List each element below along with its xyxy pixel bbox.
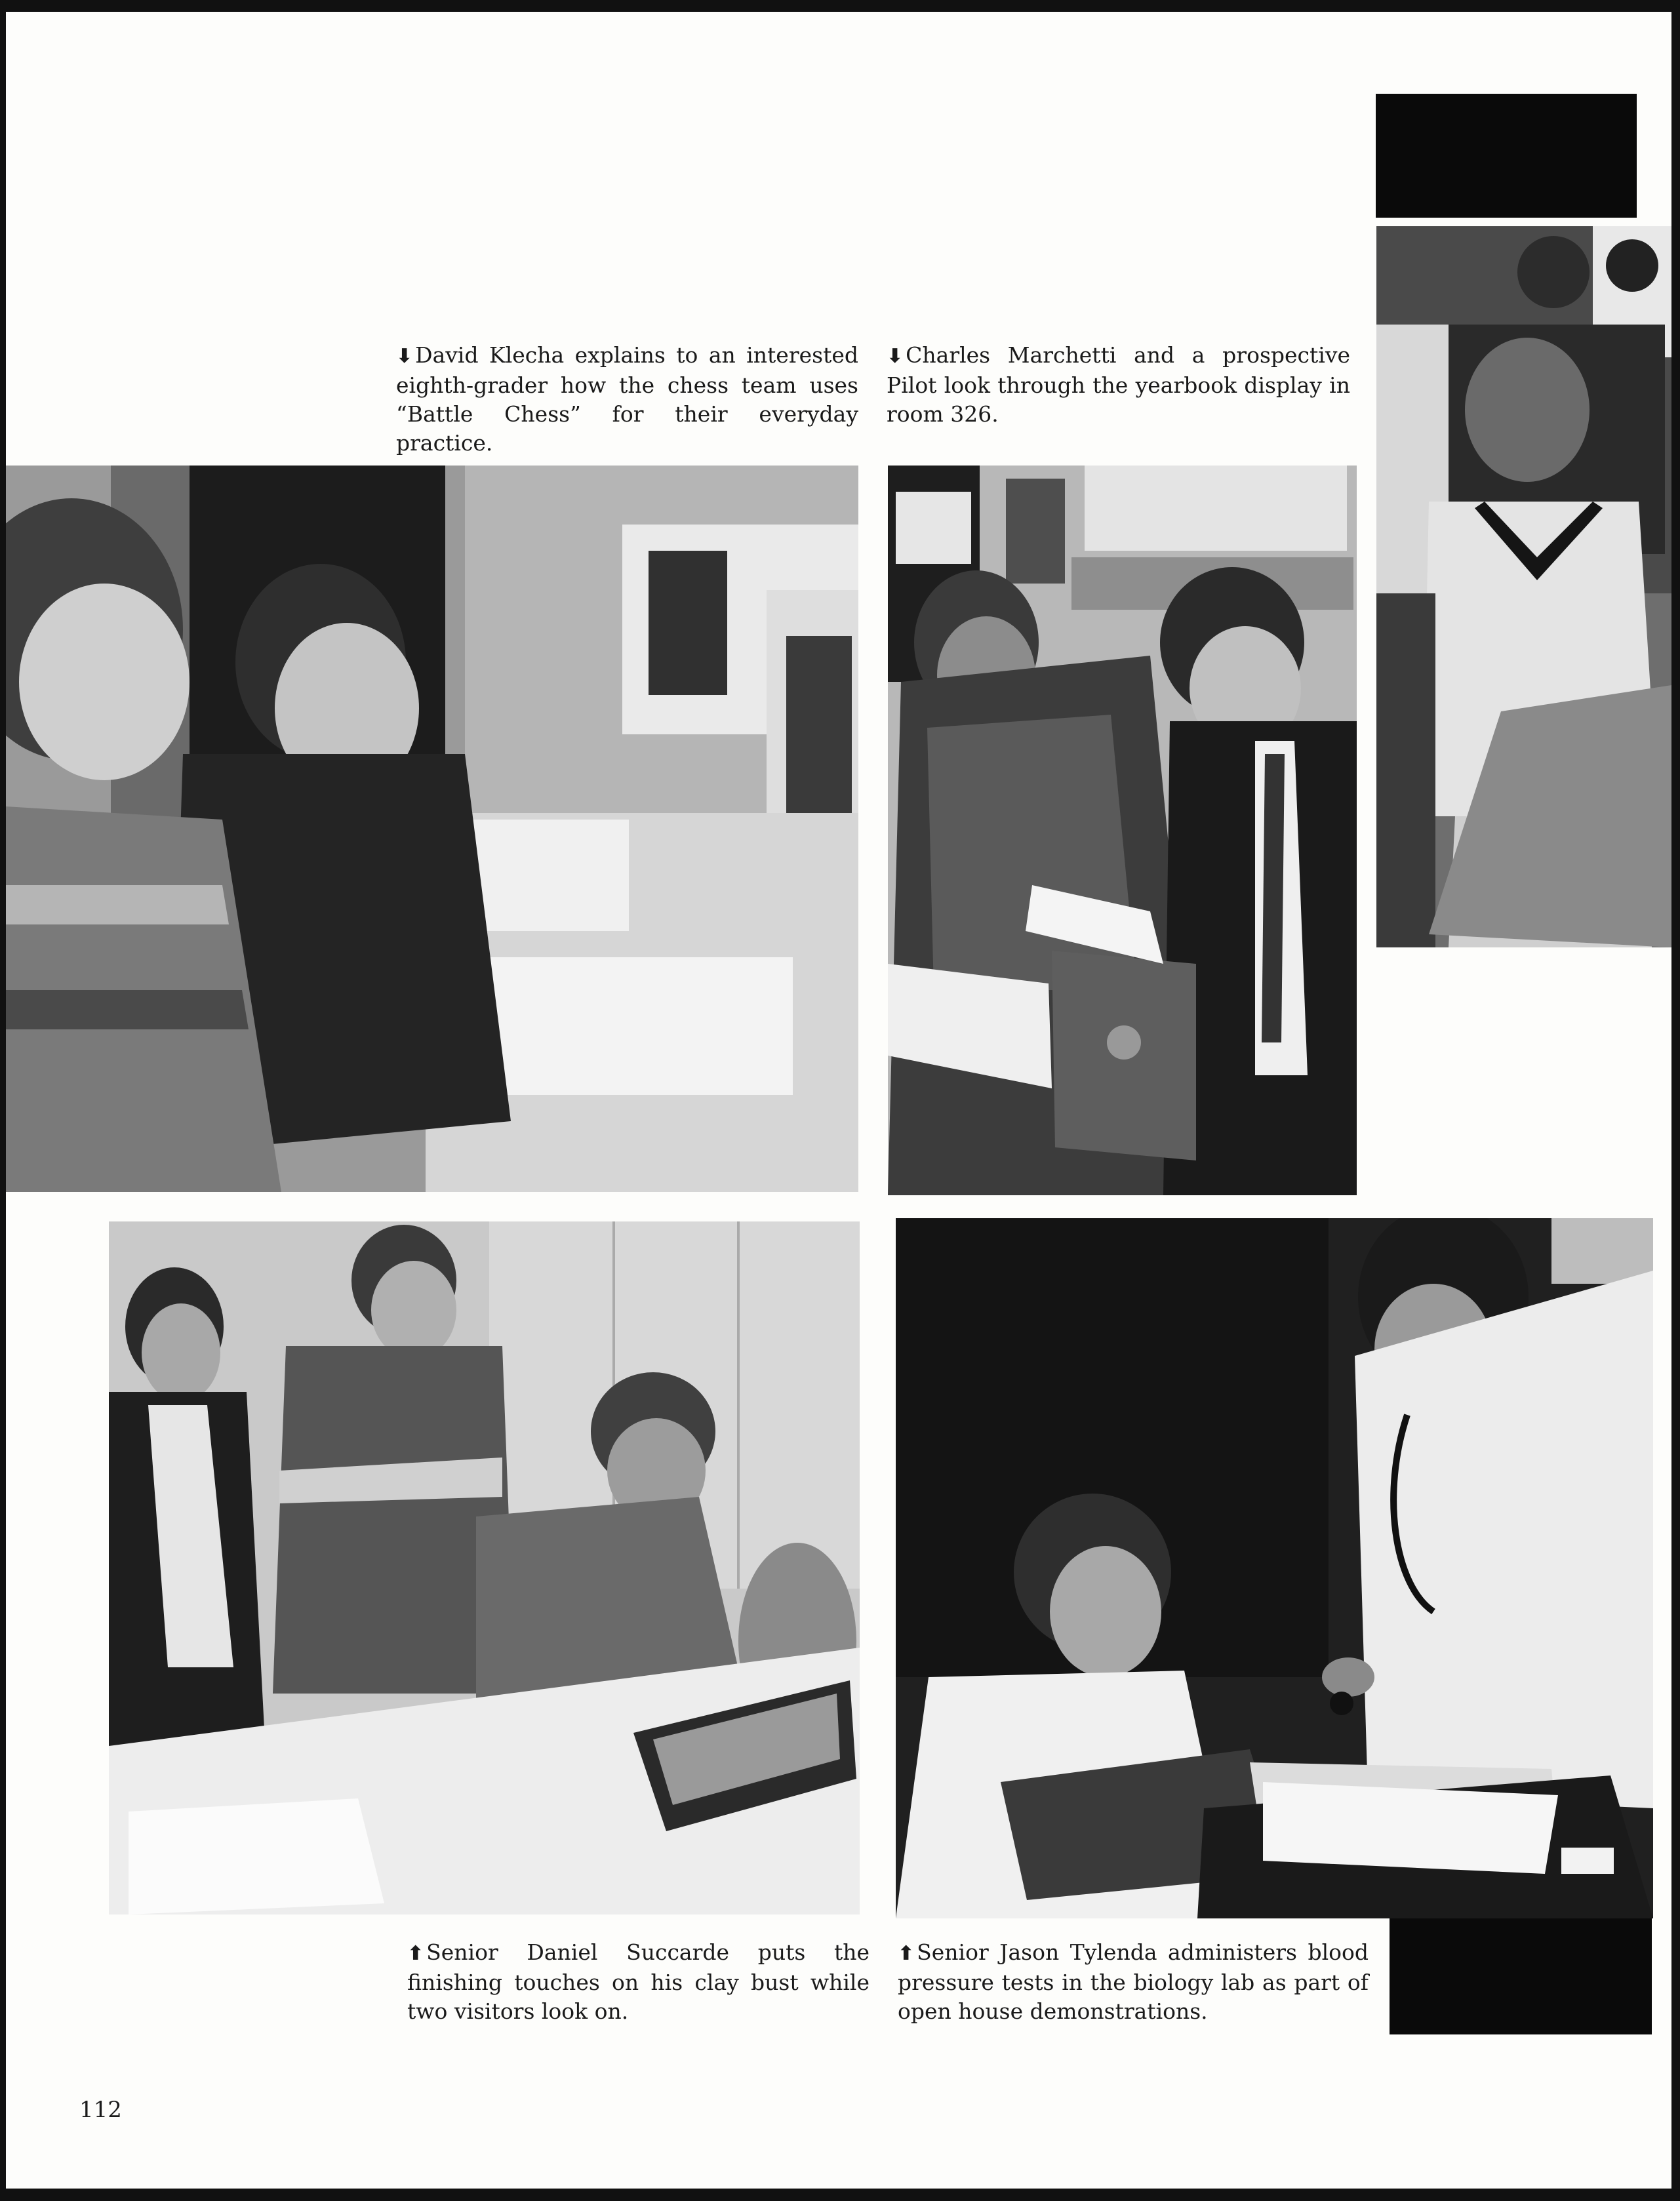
yearbook-page	[6, 12, 1671, 2189]
photo-student-sweater-right	[1376, 226, 1671, 947]
bottom-right-black-block	[1390, 1911, 1652, 2034]
caption-yearbook-display	[887, 341, 1350, 429]
caption-blood-pressure	[898, 1938, 1369, 2026]
page-number: 112	[79, 2097, 122, 2123]
caption-chess-team	[396, 341, 858, 458]
photo-yearbook-display	[888, 466, 1357, 1195]
caption-clay-bust-text: Senior Daniel Succarde puts the finishing touches on his clay bust while two visitors look on.	[407, 1939, 870, 2024]
top-right-black-block	[1376, 94, 1637, 218]
up-arrow-icon: ⬆	[898, 1942, 915, 1965]
caption-blood-pressure-text: Senior Jason Tylenda administers blood pressure tests in the biology lab as part of open house demonstrations.	[898, 1939, 1369, 2024]
caption-yearbook-text: Charles Marchetti and a prospective Pilot look through the yearbook display in room 326.	[887, 342, 1350, 427]
caption-chess-text: David Klecha explains to an interested eighth-grader how the chess team uses “Battle Chess” for their everyday practice.	[396, 342, 858, 456]
caption-clay-bust	[407, 1938, 870, 2026]
down-arrow-icon: ⬇	[396, 345, 413, 368]
photo-blood-pressure	[896, 1218, 1653, 1918]
up-arrow-icon: ⬆	[407, 1942, 424, 1965]
photo-chess-computers	[6, 466, 858, 1192]
photo-clay-bust	[109, 1221, 860, 1914]
down-arrow-icon: ⬇	[887, 345, 904, 368]
